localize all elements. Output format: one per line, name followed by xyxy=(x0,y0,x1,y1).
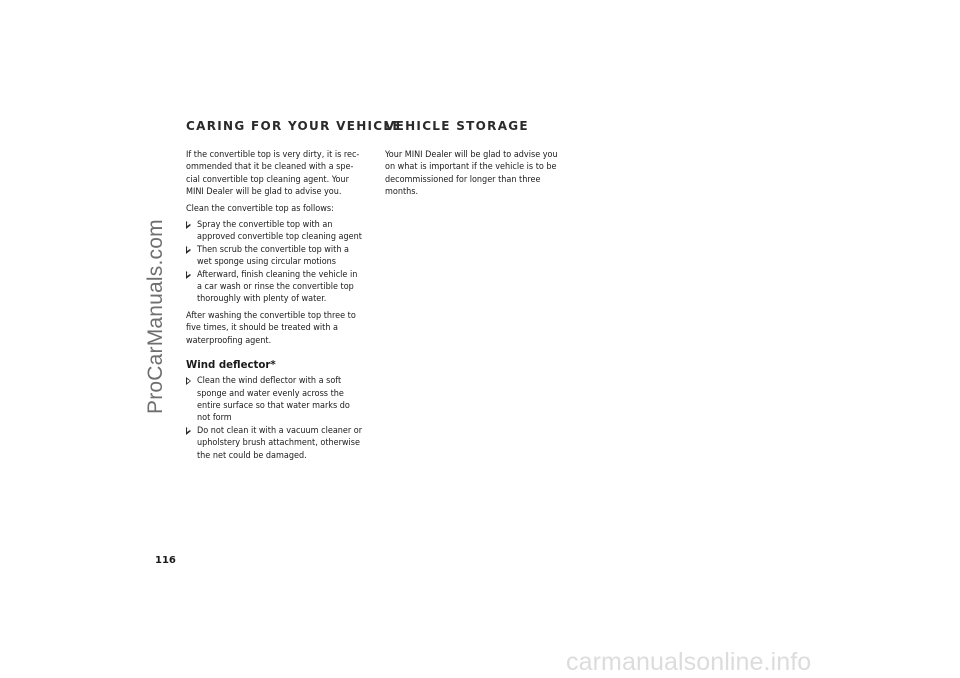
caring-heading: CARING FOR YOUR VEHICLE xyxy=(186,119,402,133)
triangle-bullet-icon xyxy=(186,427,191,435)
list-item xyxy=(186,244,386,269)
storage-heading: VEHICLE STORAGE xyxy=(385,119,529,133)
list-item-text: Clean the wind deflector with a soft sponge and water evenly across the entire surface so that water marks do not form xyxy=(197,376,350,424)
page-number: 116 xyxy=(155,555,176,566)
storage-paragraph: Your MINI Dealer will be glad to advise you on what is important if the vehicle is to be decommissioned for longer than three months. xyxy=(385,150,558,198)
after-wash-paragraph: After washing the convertible top three to five times, it should be treated with a waterproofing agent. xyxy=(186,310,356,346)
side-watermark: ProCarManuals.com xyxy=(144,219,167,414)
list-item xyxy=(186,425,386,462)
right-column xyxy=(385,118,585,203)
triangle-bullet-icon xyxy=(186,271,191,279)
left-column xyxy=(186,118,402,466)
intro-paragraph: If the convertible top is very dirty, it is rec- ommended that it be cleaned with a spe- cial convertible top cleaning agent. Your MINI Dealer will be glad to advise you. xyxy=(186,150,360,198)
list-item-text: Do not clean it with a vacuum cleaner or upholstery brush attachment, otherwise the net could be damaged. xyxy=(197,425,363,461)
triangle-bullet-icon xyxy=(186,377,191,385)
footer-watermark: carmanualsonline.info xyxy=(566,648,812,676)
list-item xyxy=(186,375,386,425)
list-item xyxy=(186,219,386,244)
list-item-text: Afterward, finish cleaning the vehicle in a car wash or rinse the convertible top thoroughly with plenty of water. xyxy=(197,269,358,305)
triangle-bullet-icon xyxy=(186,246,191,254)
triangle-bullet-icon xyxy=(186,221,191,229)
cleaning-steps-list xyxy=(186,219,386,306)
list-item-text: Then scrub the convertible top with a wet sponge using circular motions xyxy=(197,244,350,268)
wind-deflector-list xyxy=(186,375,386,462)
wind-deflector-heading: Wind deflector* xyxy=(186,360,276,372)
list-item-text: Spray the convertible top with an approved convertible top cleaning agent xyxy=(197,220,362,243)
list-item xyxy=(186,269,386,306)
steps-intro: Clean the convertible top as follows: xyxy=(186,203,334,214)
